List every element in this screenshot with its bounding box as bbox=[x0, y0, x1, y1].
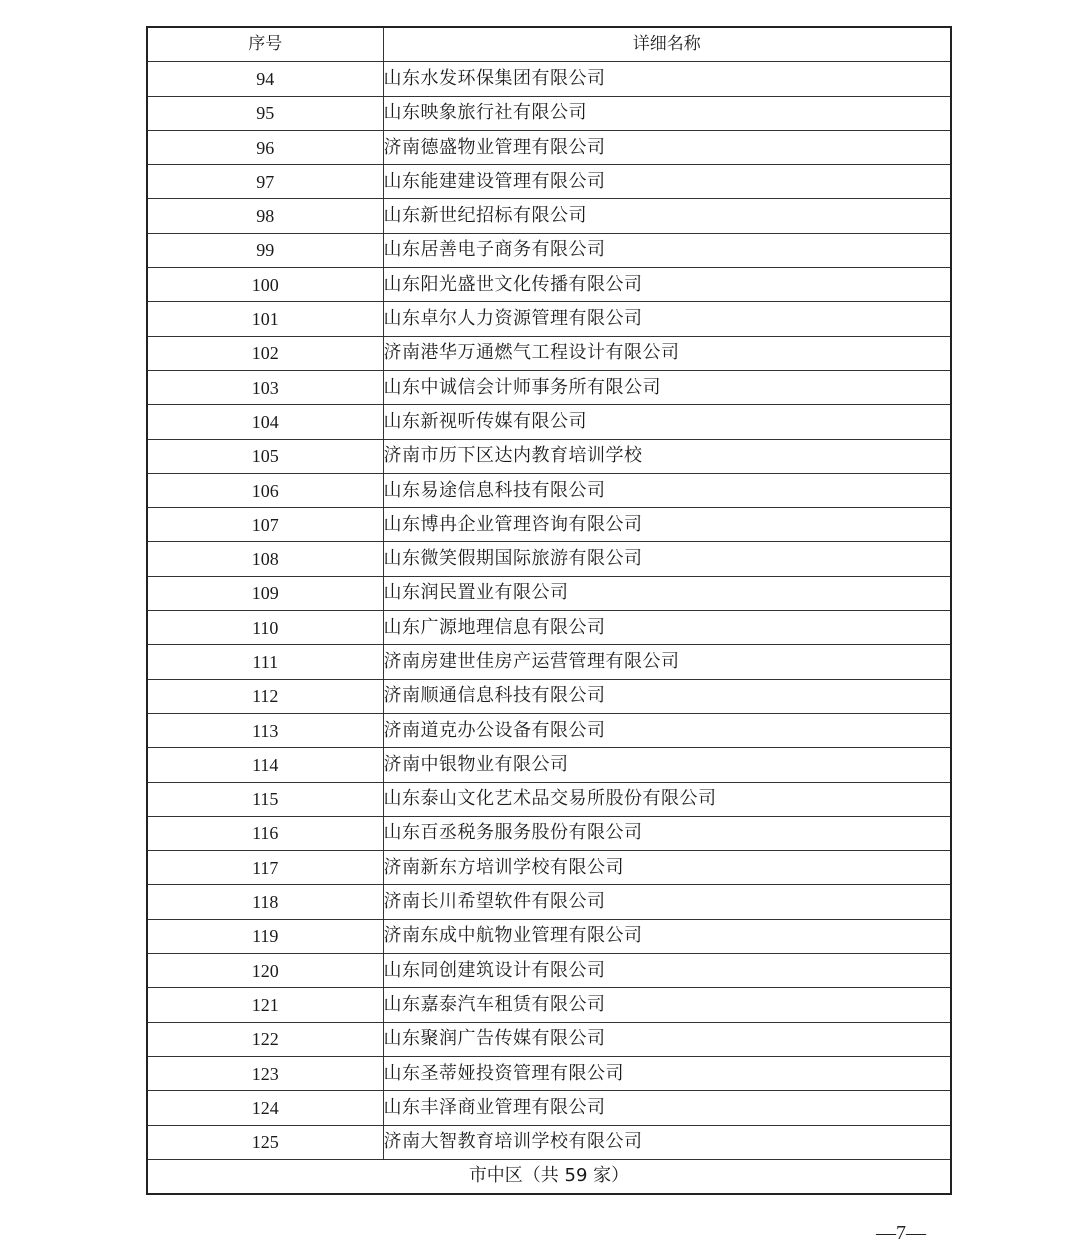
row-serial-number: 101 bbox=[147, 302, 383, 336]
table-row bbox=[147, 370, 951, 404]
row-company-name: 山东新世纪招标有限公司 bbox=[383, 199, 951, 233]
table-row bbox=[147, 919, 951, 953]
row-company-name: 山东百丞税务服务股份有限公司 bbox=[383, 816, 951, 850]
table-row bbox=[147, 268, 951, 302]
row-serial-number: 109 bbox=[147, 576, 383, 610]
row-serial-number: 104 bbox=[147, 405, 383, 439]
row-serial-number: 100 bbox=[147, 268, 383, 302]
table-row bbox=[147, 988, 951, 1022]
row-serial-number: 97 bbox=[147, 165, 383, 199]
row-serial-number: 98 bbox=[147, 199, 383, 233]
row-company-name: 山东居善电子商务有限公司 bbox=[383, 233, 951, 267]
row-company-name: 山东中诚信会计师事务所有限公司 bbox=[383, 370, 951, 404]
table-header-row bbox=[147, 27, 951, 62]
table-row bbox=[147, 165, 951, 199]
row-company-name: 济南长川希望软件有限公司 bbox=[383, 885, 951, 919]
table-row bbox=[147, 473, 951, 507]
row-company-name: 山东卓尔人力资源管理有限公司 bbox=[383, 302, 951, 336]
row-serial-number: 95 bbox=[147, 96, 383, 130]
row-company-name: 济南大智教育培训学校有限公司 bbox=[383, 1125, 951, 1159]
row-company-name: 济南新东方培训学校有限公司 bbox=[383, 851, 951, 885]
row-company-name: 山东阳光盛世文化传播有限公司 bbox=[383, 268, 951, 302]
table-row bbox=[147, 679, 951, 713]
table-row bbox=[147, 302, 951, 336]
row-company-name: 山东同创建筑设计有限公司 bbox=[383, 954, 951, 988]
row-company-name: 山东能建建设管理有限公司 bbox=[383, 165, 951, 199]
row-company-name: 济南东成中航物业管理有限公司 bbox=[383, 919, 951, 953]
row-serial-number: 111 bbox=[147, 645, 383, 679]
row-serial-number: 112 bbox=[147, 679, 383, 713]
company-list-table bbox=[146, 26, 952, 1195]
table-row bbox=[147, 405, 951, 439]
table-row bbox=[147, 508, 951, 542]
row-serial-number: 107 bbox=[147, 508, 383, 542]
table-row bbox=[147, 1056, 951, 1090]
row-company-name: 山东新视听传媒有限公司 bbox=[383, 405, 951, 439]
row-company-name: 山东泰山文化艺术品交易所股份有限公司 bbox=[383, 782, 951, 816]
row-company-name: 山东润民置业有限公司 bbox=[383, 576, 951, 610]
table-row bbox=[147, 62, 951, 96]
table-row bbox=[147, 130, 951, 164]
row-serial-number: 123 bbox=[147, 1056, 383, 1090]
row-serial-number: 102 bbox=[147, 336, 383, 370]
table-row bbox=[147, 199, 951, 233]
table-row bbox=[147, 851, 951, 885]
row-company-name: 山东广源地理信息有限公司 bbox=[383, 611, 951, 645]
table-row bbox=[147, 336, 951, 370]
row-serial-number: 96 bbox=[147, 130, 383, 164]
table-row bbox=[147, 1091, 951, 1125]
row-serial-number: 108 bbox=[147, 542, 383, 576]
section-label: 市中区（共 59 家） bbox=[147, 1159, 951, 1194]
row-company-name: 济南中银物业有限公司 bbox=[383, 748, 951, 782]
row-company-name: 山东圣蒂娅投资管理有限公司 bbox=[383, 1056, 951, 1090]
row-serial-number: 113 bbox=[147, 713, 383, 747]
table-row bbox=[147, 1125, 951, 1159]
row-company-name: 山东水发环保集团有限公司 bbox=[383, 62, 951, 96]
row-company-name: 山东易途信息科技有限公司 bbox=[383, 473, 951, 507]
row-serial-number: 106 bbox=[147, 473, 383, 507]
row-serial-number: 99 bbox=[147, 233, 383, 267]
row-serial-number: 121 bbox=[147, 988, 383, 1022]
row-company-name: 济南道克办公设备有限公司 bbox=[383, 713, 951, 747]
row-serial-number: 105 bbox=[147, 439, 383, 473]
row-serial-number: 118 bbox=[147, 885, 383, 919]
row-company-name: 济南港华万通燃气工程设计有限公司 bbox=[383, 336, 951, 370]
table-row bbox=[147, 439, 951, 473]
row-serial-number: 119 bbox=[147, 919, 383, 953]
row-serial-number: 114 bbox=[147, 748, 383, 782]
table-row bbox=[147, 576, 951, 610]
row-company-name: 山东博冉企业管理咨询有限公司 bbox=[383, 508, 951, 542]
row-company-name: 山东聚润广告传媒有限公司 bbox=[383, 1022, 951, 1056]
table-row bbox=[147, 645, 951, 679]
section-row bbox=[147, 1159, 951, 1194]
table-row bbox=[147, 816, 951, 850]
row-serial-number: 117 bbox=[147, 851, 383, 885]
row-serial-number: 110 bbox=[147, 611, 383, 645]
table-row bbox=[147, 713, 951, 747]
table-row bbox=[147, 748, 951, 782]
header-detail-name: 详细名称 bbox=[383, 27, 951, 62]
table-row bbox=[147, 1022, 951, 1056]
page-number: —7— bbox=[876, 1222, 926, 1244]
row-serial-number: 94 bbox=[147, 62, 383, 96]
header-serial-number: 序号 bbox=[147, 27, 383, 62]
row-serial-number: 116 bbox=[147, 816, 383, 850]
row-company-name: 济南顺通信息科技有限公司 bbox=[383, 679, 951, 713]
table-body bbox=[147, 62, 951, 1160]
table-row bbox=[147, 954, 951, 988]
row-company-name: 山东嘉泰汽车租赁有限公司 bbox=[383, 988, 951, 1022]
row-serial-number: 122 bbox=[147, 1022, 383, 1056]
table-row bbox=[147, 885, 951, 919]
row-serial-number: 125 bbox=[147, 1125, 383, 1159]
row-company-name: 济南市历下区达内教育培训学校 bbox=[383, 439, 951, 473]
row-serial-number: 124 bbox=[147, 1091, 383, 1125]
row-company-name: 山东微笑假期国际旅游有限公司 bbox=[383, 542, 951, 576]
table-row bbox=[147, 782, 951, 816]
row-serial-number: 103 bbox=[147, 370, 383, 404]
table-row bbox=[147, 542, 951, 576]
table-row bbox=[147, 96, 951, 130]
row-company-name: 山东映象旅行社有限公司 bbox=[383, 96, 951, 130]
table-row bbox=[147, 611, 951, 645]
row-company-name: 济南德盛物业管理有限公司 bbox=[383, 130, 951, 164]
row-company-name: 山东丰泽商业管理有限公司 bbox=[383, 1091, 951, 1125]
row-serial-number: 120 bbox=[147, 954, 383, 988]
row-serial-number: 115 bbox=[147, 782, 383, 816]
row-company-name: 济南房建世佳房产运营管理有限公司 bbox=[383, 645, 951, 679]
table-row bbox=[147, 233, 951, 267]
